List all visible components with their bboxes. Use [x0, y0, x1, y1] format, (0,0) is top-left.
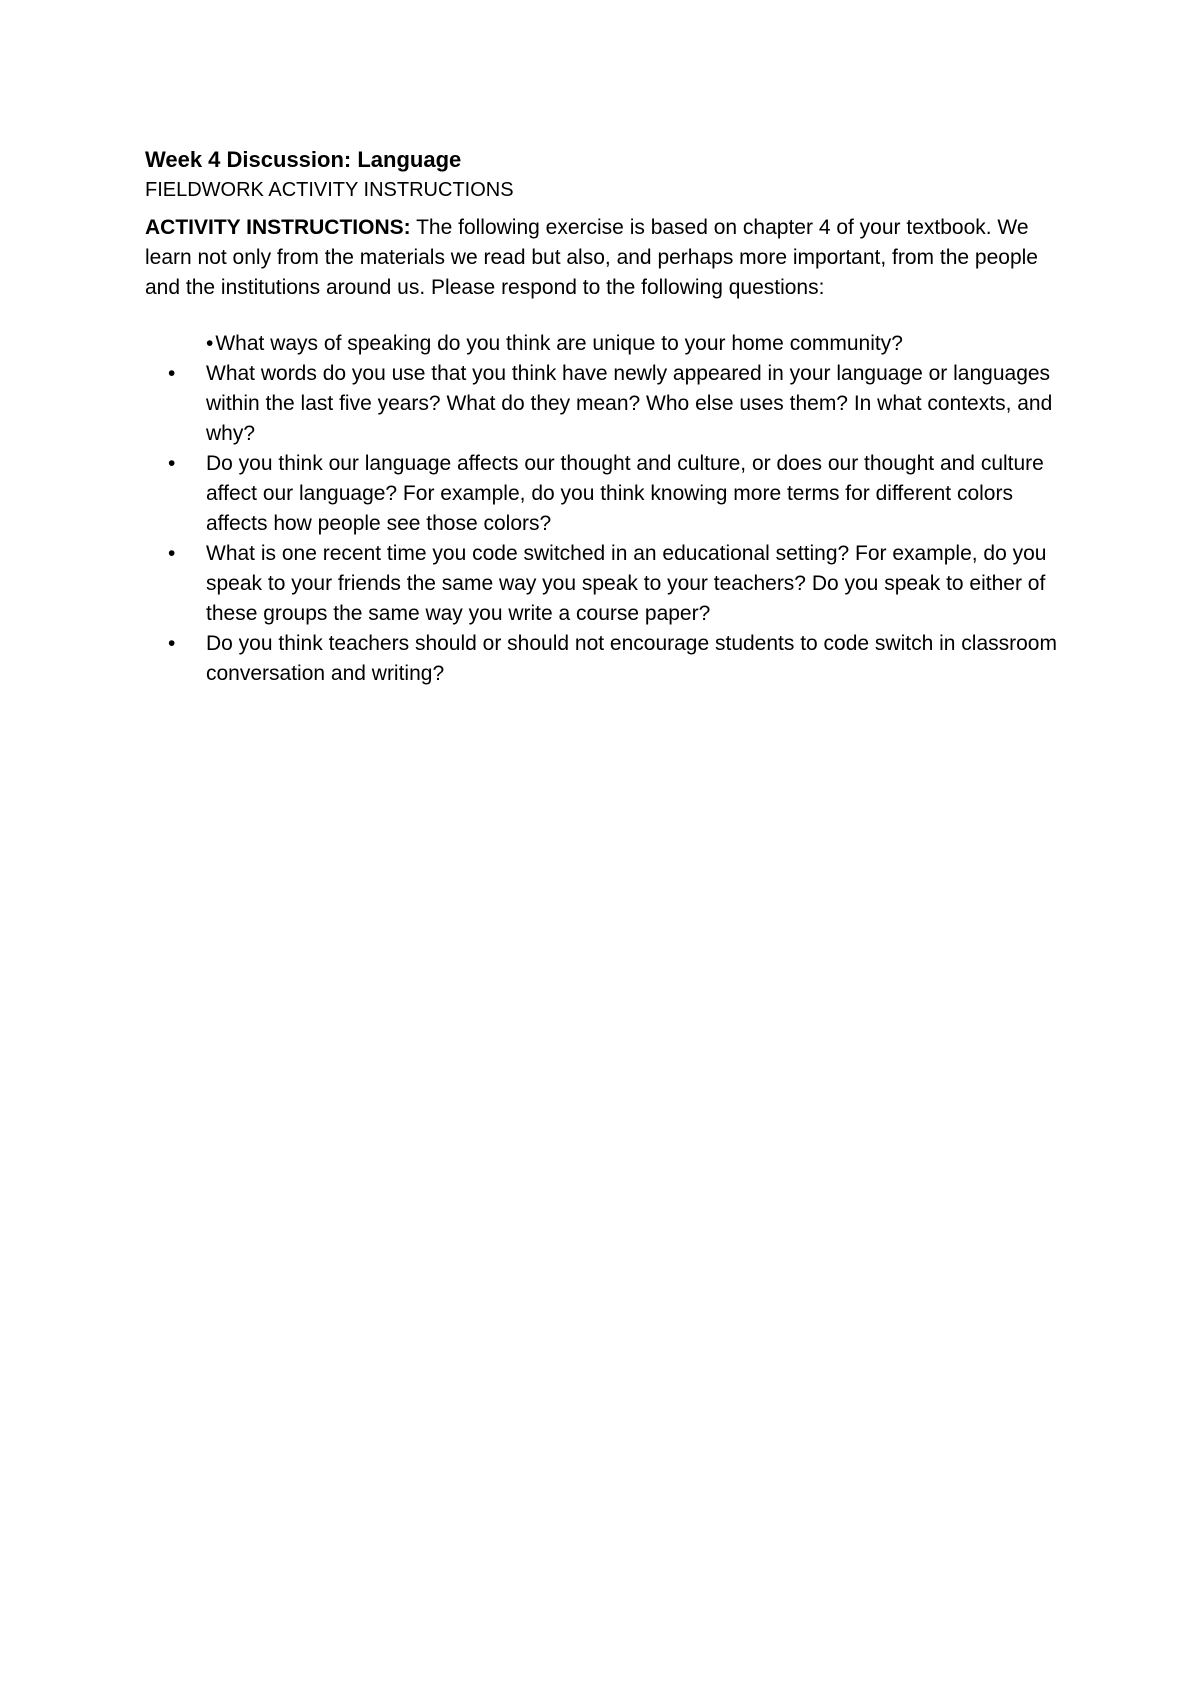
bullet-icon: • — [206, 332, 214, 355]
question-text: What words do you use that you think have newly appeared in your language or languages within the last five years? What do they mean? Who else uses them? In what contexts, and why? — [206, 362, 1053, 445]
intro-text: The following exercise is based on chapter 4 of your textbook. We learn not only from the materials we read but also, and perhaps more important, from the people and the institutions around us. Please respond to the following questions: — [145, 216, 1038, 299]
question-item — [145, 629, 1065, 689]
bullet-icon: • — [168, 632, 176, 655]
question-text: What ways of speaking do you think are unique to your home community? — [215, 332, 903, 355]
intro-paragraph — [145, 213, 1065, 303]
page-subtitle: FIELDWORK ACTIVITY INSTRUCTIONS — [145, 179, 514, 201]
bullet-icon: • — [168, 542, 176, 565]
question-item — [145, 329, 1065, 359]
bullet-icon: • — [168, 452, 176, 475]
question-item — [145, 359, 1065, 449]
question-text: Do you think our language affects our thought and culture, or does our thought and culture affect our language? For example, do you think knowing more terms for different colors affects how people see those colors? — [206, 452, 1044, 535]
page-title: Week 4 Discussion: Language — [145, 147, 462, 172]
question-list — [145, 329, 1065, 689]
document-body — [145, 145, 1065, 689]
question-text: What is one recent time you code switched in an educational setting? For example, do you speak to your friends the same way you speak to your teachers? Do you speak to either of these groups the same way you write a course paper? — [206, 542, 1047, 625]
question-item — [145, 449, 1065, 539]
intro-label: ACTIVITY INSTRUCTIONS: — [145, 216, 411, 239]
bullet-icon: • — [168, 362, 176, 385]
question-item — [145, 539, 1065, 629]
question-text: Do you think teachers should or should not encourage students to code switch in classroom conversation and writing? — [206, 632, 1057, 685]
